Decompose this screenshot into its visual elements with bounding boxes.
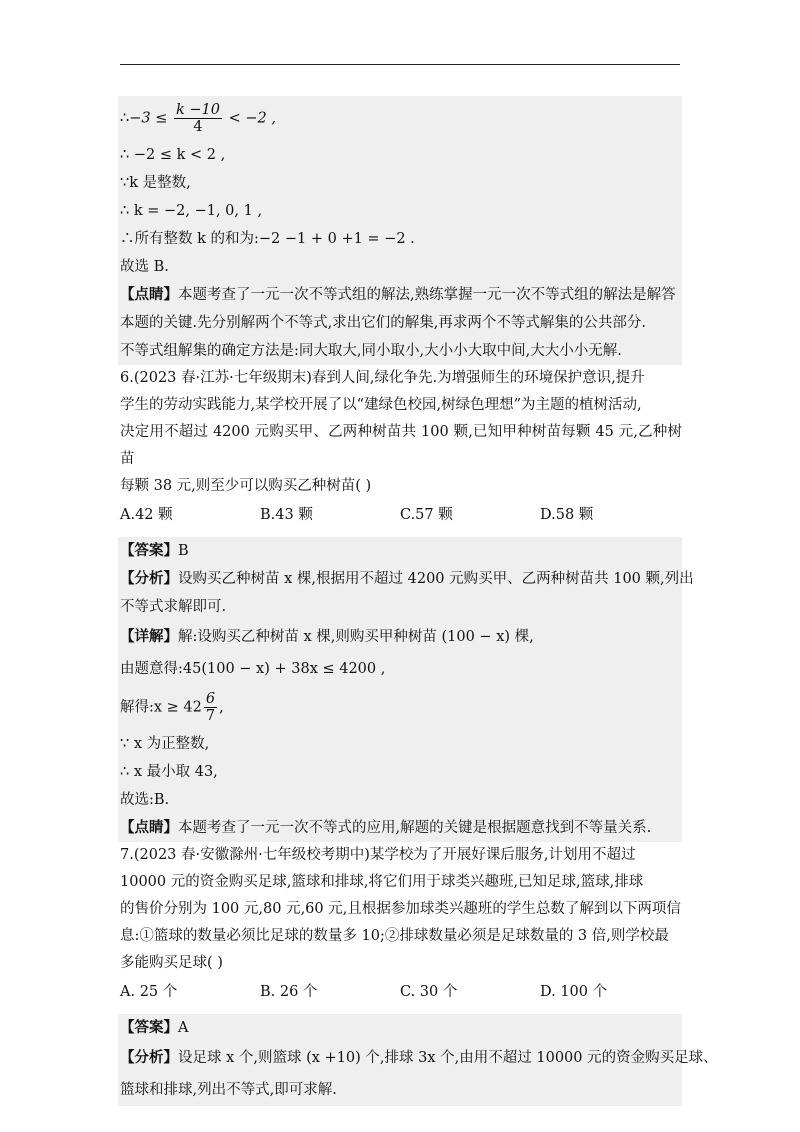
step-line-4: ∴ k = −2, −1, 0, 1 , (120, 203, 263, 219)
question-6-line-2: 学生的劳动实践能力,某学校开展了以“建绿色校园,树绿色理想”为主题的植树活动, (120, 397, 642, 413)
answer-line: 【答案】A (120, 1019, 189, 1036)
fraction: $\frac{6}{7}$ (205, 691, 216, 724)
comment-line-1: 【点睛】本题考查了一元一次不等式组的解法,熟练掌握一元一次不等式组的解法是解答 (120, 286, 676, 303)
detail-line-2: 由题意得:45(100 − x) + 38x ≤ 4200 , (120, 661, 386, 677)
analysis-line-2: 篮球和排球,列出不等式,即可求解. (120, 1082, 337, 1098)
document-body (118, 96, 718, 1106)
option-a: A. 25 个 (120, 984, 178, 1000)
question-6-line-1: 6.(2023 春·江苏·七年级期末)春到人间,绿化争先.为增强师生的环境保护意识,提升 (120, 370, 645, 386)
detail-line-1: 【详解】解:设购买乙种树苗 x 棵,则购买甲种树苗 (100 − x) 棵, (120, 628, 534, 645)
question-6-options (118, 500, 682, 530)
solution-block-q7 (118, 1014, 718, 1106)
question-7-line-5: 多能购买足球( ) (120, 955, 223, 971)
question-7-line-2: 10000 元的资金购买足球,篮球和排球,将它们用于球类兴趣班,已知足球,篮球,排球 (120, 874, 644, 890)
comment-line: 【点睛】本题考查了一元一次不等式的应用,解题的关键是根据题意找到不等量关系. (120, 819, 652, 836)
question-7-line-1: 7.(2023 春·安徽滁州·七年级校考期中)某学校为了开展好课后服务,计划用不超过 (120, 847, 636, 863)
detail-line-5: ∴ x 最小取 43, (120, 764, 218, 780)
detail-line-4: ∵ x 为正整数, (120, 736, 210, 752)
solution-block-q6 (118, 537, 694, 842)
option-c: C.57 颗 (400, 507, 453, 523)
option-d: D.58 颗 (540, 507, 594, 523)
header-rule (120, 64, 680, 65)
comment-line-3: 不等式组解集的确定方法是:同大取大,同小取小,大小小大取中间,大大小小无解. (120, 343, 622, 359)
detail-line-6: 故选:B. (120, 792, 170, 808)
comment-line-2: 本题的关键.先分别解两个不等式,求出它们的解集,再求两个不等式解集的公共部分. (120, 315, 646, 331)
question-7 (118, 842, 682, 1007)
question-7-line-4: 息:①篮球的数量必须比足球的数量多 10;②排球数量必须是足球数量的 3 倍,则学校最 (120, 928, 669, 944)
question-6-line-3: 决定用不超过 4200 元购买甲、乙两种树苗共 100 颗,已知甲种树苗每颗 45 元,乙种树苗 (120, 424, 682, 467)
analysis-line-1: 【分析】设购买乙种树苗 x 棵,根据用不超过 4200 元购买甲、乙两种树苗共 100 颗,列出 (120, 570, 694, 587)
option-a: A.42 颗 (120, 507, 173, 523)
answer-line: 【答案】B (120, 542, 189, 559)
question-6 (118, 365, 682, 530)
step-line-5: ∴所有整数 k 的和为:−2 −1 + 0 +1 = −2 . (120, 231, 415, 247)
option-c: C. 30 个 (400, 984, 458, 1000)
detail-line-3: 解得:x ≥ 42 $\frac{6}{7}$ , (120, 691, 224, 724)
fraction: $\frac{k -10}{4}$ (175, 102, 220, 135)
question-7-options (118, 977, 682, 1007)
option-b: B. 26 个 (260, 984, 318, 1000)
option-b: B.43 颗 (260, 507, 313, 523)
question-7-line-3: 的售价分别为 100 元,80 元,60 元,且根据参加球类兴趣班的学生总数了解到以下两项信 (120, 901, 681, 917)
analysis-line-1: 【分析】设足球 x 个,则篮球 (x +10) 个,排球 3x 个,由用不超过 10000 元的资金购买足球、 (120, 1049, 718, 1066)
option-d: D. 100 个 (540, 984, 608, 1000)
step-line-6: 故选 B. (120, 259, 169, 275)
analysis-line-2: 不等式求解即可. (120, 599, 227, 615)
question-6-line-4: 每颗 38 元,则至少可以购买乙种树苗( ) (120, 478, 372, 494)
step-line-1: ∴−3 ≤ $\frac{k -10}{4}$ < −2 , (120, 102, 276, 135)
solution-block-q5 (118, 96, 682, 365)
step-line-3: ∵k 是整数, (120, 175, 191, 191)
step-line-2: ∴ −2 ≤ k < 2 , (120, 147, 226, 163)
